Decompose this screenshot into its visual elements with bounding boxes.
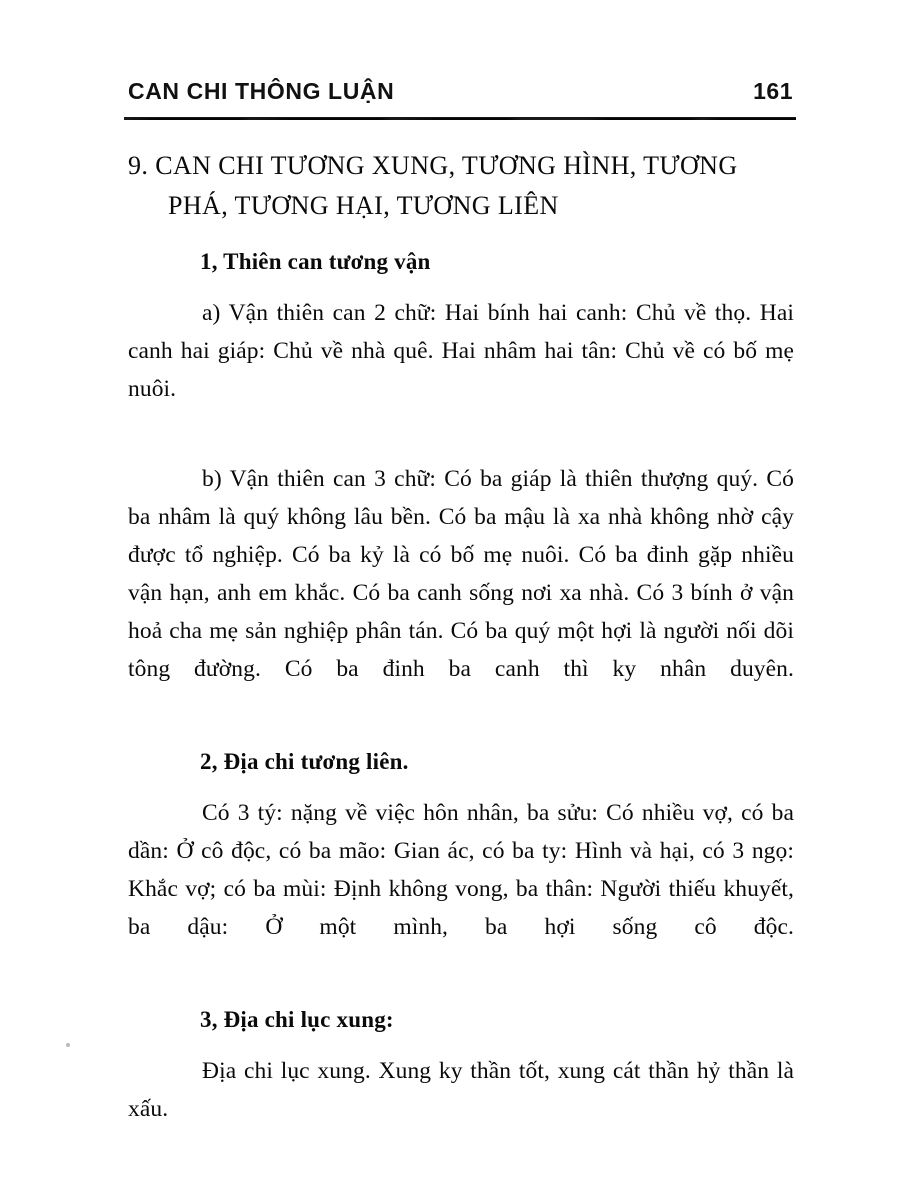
section-title: 9. CAN CHI TƯƠNG XUNG, TƯƠNG HÌNH, TƯƠNG PHÁ, TƯƠNG HẠI, TƯƠNG LIÊN — [128, 151, 738, 220]
header-divider-rule — [124, 117, 796, 120]
page-number: 161 — [753, 78, 793, 104]
paragraph-dia-chi-tuong-lien: Có 3 tý: nặng về việc hôn nhân, ba sửu: Có nhiều vợ, có ba dần: Ở cô độc, có ba mão: Gian ác, có ba ty: Hình và hại, có 3 ngọ: Khắc vợ; có ba mùi: Định không vong, ba thân: Người thiếu khuyết, ba dậu: Ở một mình, ba hợi sống cô độc. — [128, 800, 794, 940]
paragraph-dia-chi-luc-xung: Địa chi lục xung. Xung ky thần tốt, xung cát thần hỷ thần là xấu. — [128, 1058, 794, 1122]
running-head — [128, 78, 793, 112]
paragraph-a: a) Vận thiên can 2 chữ: Hai bính hai canh: Chủ về thọ. Hai canh hai giáp: Chủ về nhà quê. Hai nhâm hai tân: Chủ về có bố mẹ nuôi. — [128, 300, 794, 402]
scan-artifact-speck — [66, 1043, 70, 1047]
paragraph-b: b) Vận thiên can 3 chữ: Có ba giáp là thiên thượng quý. Có ba nhâm là quý không lâu bền. Có ba mậu là xa nhà không nhờ cậy được tổ nghiệp. Có ba kỷ là có bố mẹ nuôi. Có ba đinh gặp nhiều vận hạn, anh em khắc. Có ba canh sống nơi xa nhà. Có 3 bính ở vận hoả cha mẹ sản nghiệp phân tán. Có ba quý một hợi là người nối dõi tông đường. Có ba đinh ba canh thì ky nhân duyên. — [128, 466, 794, 682]
text-column — [128, 146, 794, 1166]
running-head-title: CAN CHI THÔNG LUẬN — [128, 78, 395, 104]
subheading-3: 3, Địa chi lục xung: — [200, 1007, 394, 1032]
subheading-1: 1, Thiên can tương vận — [200, 249, 431, 274]
subheading-2: 2, Địa chi tương liên. — [200, 749, 409, 774]
